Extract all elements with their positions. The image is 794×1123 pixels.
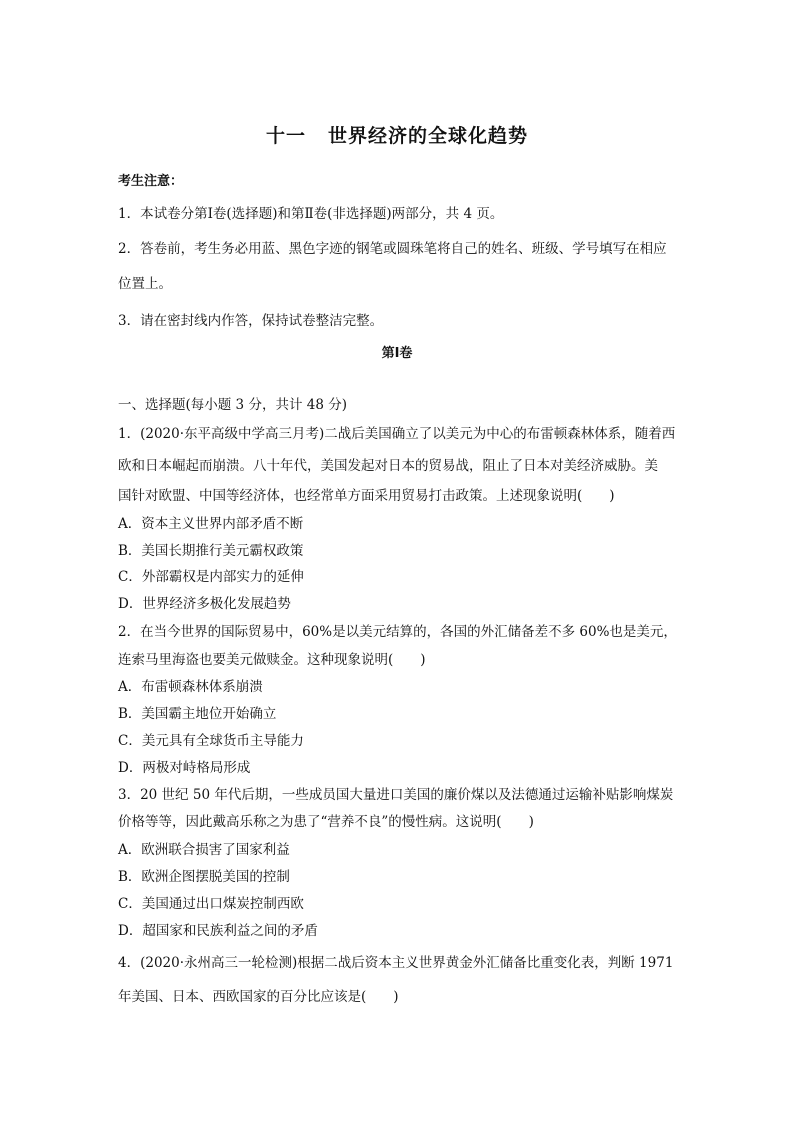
title-text: 世界经济的全球化趋势 — [328, 125, 529, 147]
question-3-line: 3．20 世纪 50 年代后期，一些成员国大量进口美国的廉价煤以及法德通过运输补贴影响煤炭 — [118, 787, 674, 803]
question-1-option-c: C．外部霸权是内部实力的延伸 — [118, 569, 304, 585]
volume-heading: 第Ⅰ卷 — [381, 346, 413, 361]
question-3-option-b: B．欧洲企图摆脱美国的控制 — [118, 869, 290, 885]
notice-item: 2．答卷前，考生务必用蓝、黑色字迹的钢笔或圆珠笔将自己的姓名、班级、学号填写在相应 — [118, 241, 667, 257]
question-1-option-b: B．美国长期推行美元霸权政策 — [118, 543, 304, 559]
notice-heading: 考生注意： — [118, 174, 184, 189]
question-3-option-c: C．美国通过出口煤炭控制西欧 — [118, 896, 304, 912]
notice-item: 1．本试卷分第Ⅰ卷(选择题)和第Ⅱ卷(非选择题)两部分，共 4 页。 — [118, 206, 504, 222]
question-2-line: 连索马里海盗也要美元做赎金。这种现象说明( ) — [118, 652, 426, 668]
title-number: 十一 — [265, 125, 306, 147]
question-2-line: 2．在当今世界的国际贸易中，60%是以美元结算的，各国的外汇储备差不多 60%也是美元， — [118, 624, 677, 640]
question-1-line: 欧和日本崛起而崩溃。八十年代，美国发起对日本的贸易战，阻止了日本对美经济威胁。美 — [118, 458, 658, 474]
question-3-option-d: D．超国家和民族利益之间的矛盾 — [118, 923, 318, 939]
question-4-line: 4．(2020·永州高三一轮检测)根据二战后资本主义世界黄金外汇储备比重变化表，判断 1971 — [118, 955, 674, 971]
question-1-line: 国针对欧盟、中国等经济体，也经常单方面采用贸易打击政策。上述现象说明( ) — [118, 488, 615, 504]
question-2-option-d: D．两极对峙格局形成 — [118, 760, 251, 776]
notice-item: 位置上。 — [118, 276, 172, 292]
question-2-option-b: B．美国霸主地位开始确立 — [118, 706, 277, 722]
question-4-line: 年美国、日本、西欧国家的百分比应该是( ) — [118, 989, 399, 1005]
question-3-line: 价格等等，因此戴高乐称之为患了“营养不良”的慢性病。这说明( ) — [118, 814, 534, 830]
question-1-option-a: A．资本主义世界内部矛盾不断 — [118, 516, 304, 532]
question-2-option-c: C．美元具有全球货币主导能力 — [118, 733, 304, 749]
question-1-line: 1．(2020·东平高级中学高三月考)二战后美国确立了以美元为中心的布雷顿森林体系，随着西 — [118, 426, 676, 442]
question-3-option-a: A．欧洲联合损害了国家利益 — [118, 842, 290, 858]
page-title — [0, 121, 794, 148]
question-2-option-a: A．布雷顿森林体系崩溃 — [118, 679, 263, 695]
notice-item: 3．请在密封线内作答，保持试卷整洁完整。 — [118, 313, 384, 329]
section-heading: 一、选择题(每小题 3 分，共计 48 分) — [118, 397, 347, 413]
question-1-option-d: D．世界经济多极化发展趋势 — [118, 596, 291, 612]
